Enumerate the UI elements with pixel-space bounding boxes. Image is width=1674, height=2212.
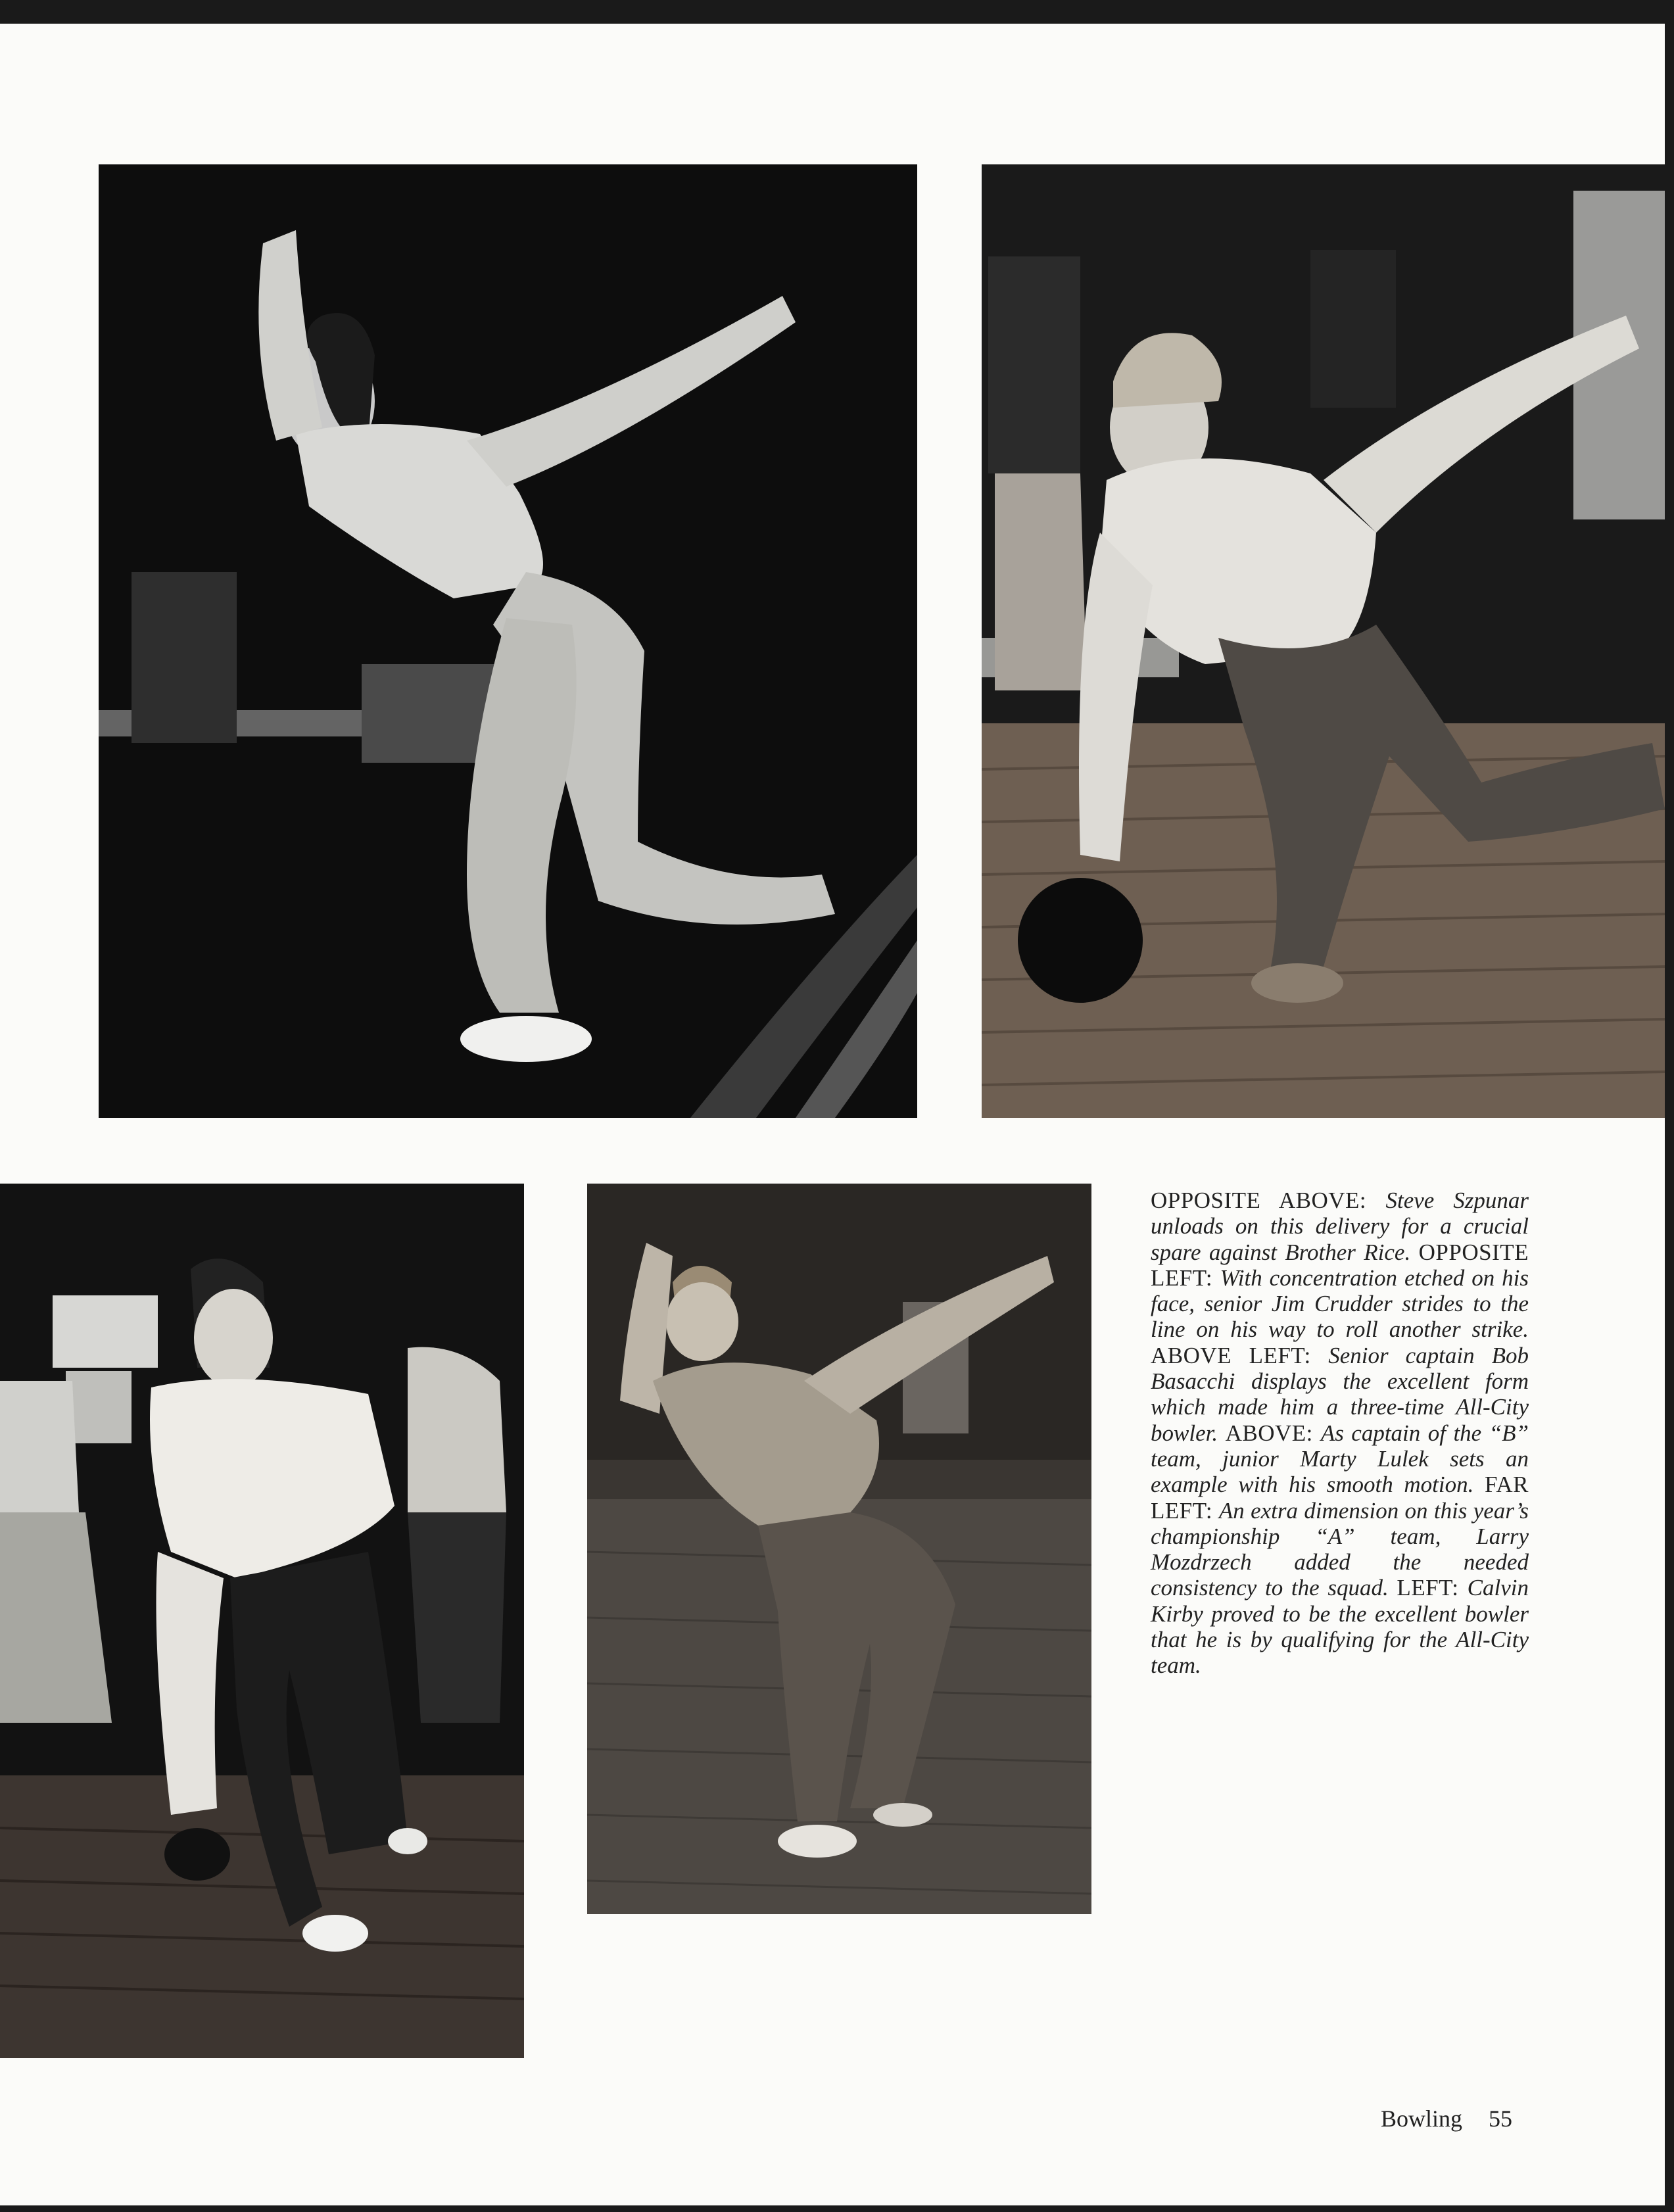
caption-heading: FAR LEFT: (1151, 1472, 1529, 1524)
caption-heading: OPPOSITE ABOVE: (1151, 1188, 1386, 1213)
caption-heading: ABOVE: (1225, 1420, 1321, 1446)
photo-top-right (982, 164, 1665, 1118)
page-number: 55 (1489, 2105, 1513, 2132)
caption-text: As captain of the “B” team, junior Marty Lulek sets an example with his smooth motion. (1151, 1420, 1529, 1498)
photo-top-left (99, 164, 917, 1118)
caption-text: An extra dimension on this year’s championship “A” team, Larry Mozdrzech added the needed consistency to the squad. (1151, 1497, 1529, 1601)
caption-heading: LEFT: (1397, 1575, 1468, 1601)
caption-text: Calvin Kirby proved to be the excellent bowler that he is by qualifying for the All-City team. (1151, 1575, 1529, 1679)
yearbook-page (0, 24, 1665, 2205)
photo-bottom-left (0, 1184, 524, 2058)
caption-heading: ABOVE LEFT: (1151, 1342, 1329, 1368)
photo-bottom-middle (587, 1184, 1091, 1914)
caption-text: Senior captain Bob Basacchi displays the excellent form which made him a three-time All-City bowler. (1151, 1342, 1529, 1446)
caption-text: With concentration etched on his face, senior Jim Crudder strides to the line on his way to roll another strike. (1151, 1264, 1529, 1343)
caption-heading: OPPOSITE LEFT: (1151, 1239, 1529, 1291)
section-title: Bowling (1381, 2105, 1463, 2132)
caption-text: Steve Szpunar unloads on this delivery for a crucial spare against Brother Rice. (1151, 1188, 1529, 1265)
photo-caption (1151, 1188, 1529, 1679)
page-footer (1381, 2105, 1532, 2132)
